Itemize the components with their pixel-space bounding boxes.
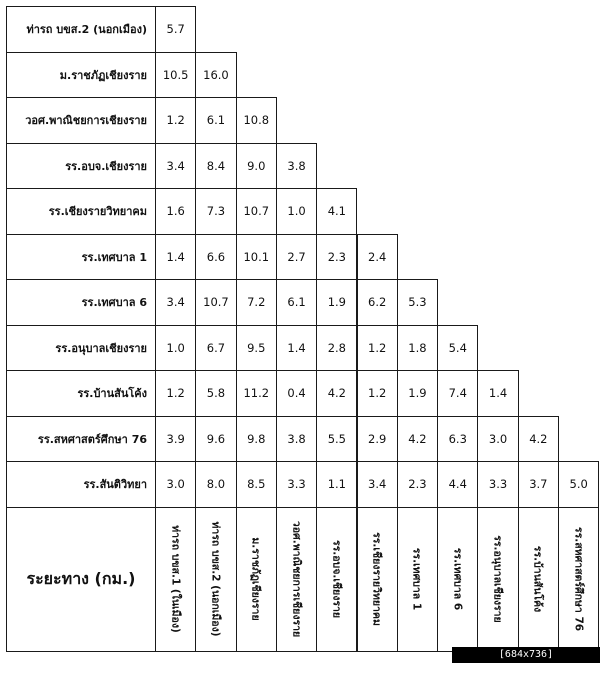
image-size-watermark: [684x736] http://upic.me/	[452, 647, 600, 663]
distance-cell: 3.3	[276, 461, 317, 508]
column-label: ท่ารถ บขส.1 (ในเมือง)	[169, 525, 182, 633]
column-label: รร.เทศบาล 6	[451, 547, 464, 611]
column-label: รร.สหศาสตร์ศึกษา 76	[572, 526, 585, 632]
distance-cell: 1.0	[155, 325, 196, 372]
distance-cell: 11.2	[236, 370, 277, 417]
column-label: รร.อบจ.เชียงราย	[330, 539, 343, 619]
distance-unit-label: ระยะทาง (กม.)	[6, 507, 156, 652]
row-label: รร.สันติวิทยา	[6, 461, 156, 508]
distance-cell: 10.5	[155, 52, 196, 99]
distance-cell: 5.3	[397, 279, 438, 326]
distance-cell: 2.9	[357, 416, 398, 463]
distance-cell: 1.2	[155, 97, 196, 144]
distance-cell: 8.5	[236, 461, 277, 508]
distance-cell: 7.4	[437, 370, 478, 417]
column-label: รร.บ้านสันโค้ง	[531, 545, 544, 613]
distance-cell: 4.4	[437, 461, 478, 508]
distance-cell: 4.2	[316, 370, 357, 417]
distance-cell: 9.0	[236, 143, 277, 190]
distance-cell: 2.7	[276, 234, 317, 281]
distance-cell: 1.4	[276, 325, 317, 372]
column-label-cell	[558, 507, 599, 652]
distance-cell: 3.0	[155, 461, 196, 508]
distance-cell: 6.2	[357, 279, 398, 326]
distance-cell: 2.8	[316, 325, 357, 372]
distance-cell: 1.2	[357, 370, 398, 417]
row-label: ท่ารถ บขส.2 (นอกเมือง)	[6, 6, 156, 53]
distance-cell: 3.4	[357, 461, 398, 508]
distance-cell: 6.1	[195, 97, 236, 144]
row-label: รร.เชียงรายวิทยาคม	[6, 188, 156, 235]
distance-cell: 10.1	[236, 234, 277, 281]
column-label-cell	[397, 507, 438, 652]
distance-cell: 5.4	[437, 325, 478, 372]
column-label-cell	[195, 507, 236, 652]
row-label: รร.สหศาสตร์ศึกษา 76	[6, 416, 156, 463]
distance-cell: 1.4	[477, 370, 518, 417]
distance-cell: 1.0	[276, 188, 317, 235]
distance-cell: 8.4	[195, 143, 236, 190]
distance-cell: 9.8	[236, 416, 277, 463]
column-label: ท่ารถ บขส.2 (นอกเมือง)	[209, 521, 222, 637]
distance-cell: 6.6	[195, 234, 236, 281]
distance-cell: 1.9	[316, 279, 357, 326]
distance-cell: 1.1	[316, 461, 357, 508]
column-label: ม.ราชภัฏเชียงราย	[249, 537, 262, 621]
column-label-cell	[518, 507, 559, 652]
distance-cell: 7.3	[195, 188, 236, 235]
distance-cell: 3.9	[155, 416, 196, 463]
distance-cell: 1.8	[397, 325, 438, 372]
column-label-cell	[236, 507, 277, 652]
distance-cell: 9.6	[195, 416, 236, 463]
distance-cell: 6.3	[437, 416, 478, 463]
row-label: รร.เทศบาล 1	[6, 234, 156, 281]
distance-cell: 7.2	[236, 279, 277, 326]
column-label-cell	[155, 507, 196, 652]
distance-cell: 1.2	[357, 325, 398, 372]
column-label-cell	[357, 507, 398, 652]
distance-cell: 3.7	[518, 461, 559, 508]
distance-cell: 3.4	[155, 279, 196, 326]
distance-cell: 8.0	[195, 461, 236, 508]
distance-cell: 6.1	[276, 279, 317, 326]
distance-cell: 16.0	[195, 52, 236, 99]
distance-cell: 10.8	[236, 97, 277, 144]
distance-cell: 1.2	[155, 370, 196, 417]
column-label: รร.อนุบาลเชียงราย	[491, 535, 504, 623]
distance-cell: 6.7	[195, 325, 236, 372]
distance-cell: 4.2	[397, 416, 438, 463]
row-label: รร.เทศบาล 6	[6, 279, 156, 326]
distance-cell: 3.8	[276, 416, 317, 463]
distance-cell: 1.6	[155, 188, 196, 235]
row-label: รร.บ้านสันโค้ง	[6, 370, 156, 417]
column-label-cell	[477, 507, 518, 652]
distance-cell: 5.7	[155, 6, 196, 53]
distance-cell: 10.7	[236, 188, 277, 235]
distance-cell: 2.4	[357, 234, 398, 281]
distance-cell: 9.5	[236, 325, 277, 372]
distance-cell: 0.4	[276, 370, 317, 417]
column-label-cell	[316, 507, 357, 652]
column-label: รร.เทศบาล 1	[410, 547, 423, 611]
distance-cell: 3.0	[477, 416, 518, 463]
distance-cell: 3.4	[155, 143, 196, 190]
distance-cell: 1.4	[155, 234, 196, 281]
distance-cell: 3.3	[477, 461, 518, 508]
column-label-cell	[276, 507, 317, 652]
distance-cell: 2.3	[316, 234, 357, 281]
distance-cell: 4.2	[518, 416, 559, 463]
distance-cell: 1.9	[397, 370, 438, 417]
row-label: ม.ราชภัฏเชียงราย	[6, 52, 156, 99]
distance-cell: 10.7	[195, 279, 236, 326]
column-label: รร.เชียงรายวิทยาคม	[370, 532, 383, 626]
row-label: รร.อนุบาลเชียงราย	[6, 325, 156, 372]
distance-cell: 3.8	[276, 143, 317, 190]
row-label: รร.อบจ.เชียงราย	[6, 143, 156, 190]
distance-cell: 5.8	[195, 370, 236, 417]
column-label-cell	[437, 507, 478, 652]
distance-cell: 4.1	[316, 188, 357, 235]
distance-cell: 5.5	[316, 416, 357, 463]
distance-cell: 5.0	[558, 461, 599, 508]
row-label: วอศ.พาณิชยการเชียงราย	[6, 97, 156, 144]
distance-cell: 2.3	[397, 461, 438, 508]
column-label: วอศ.พาณิชยการเชียงราย	[290, 520, 303, 638]
